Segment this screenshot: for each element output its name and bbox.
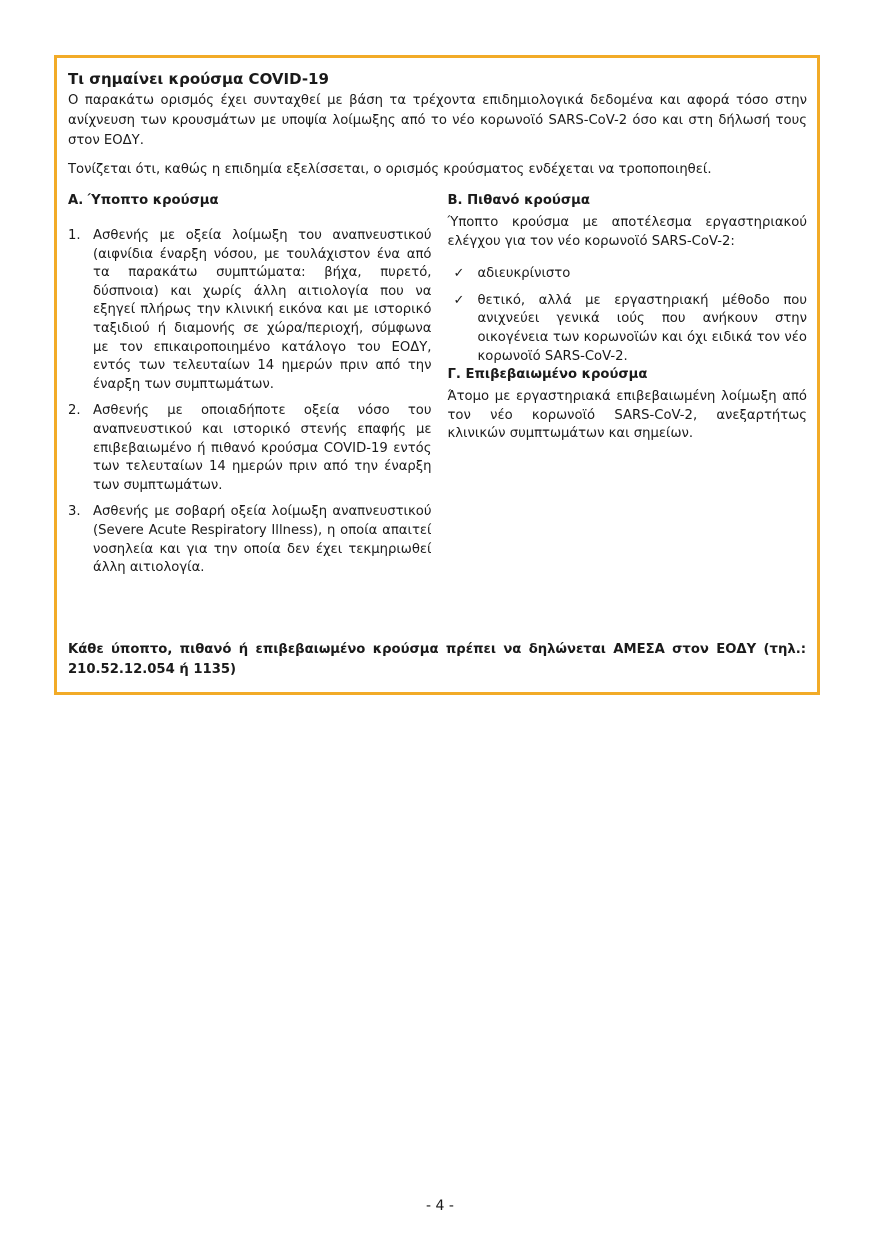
section-probable-heading: Β. Πιθανό κρούσμα xyxy=(447,193,590,208)
note-paragraph: Τονίζεται ότι, καθώς η επιδημία εξελίσσεται, ο ορισμός κρούσματος ενδέχεται να τροποποιηθεί. xyxy=(68,162,712,177)
list-item-text: αδιευκρίνιστο xyxy=(477,266,571,282)
list-item-text: θετικό, αλλά με εργαστηριακή μέθοδο που ανιχνεύει γενικά ιούς που ανήκουν στην οικογένεια των κορωνοϊών και όχι ειδικά τον νέο κορωνοϊό SARS-CoV-2. xyxy=(477,292,807,364)
box-title: Τι σημαίνει κρούσμα COVID-19 xyxy=(68,70,329,88)
section-confirmed-heading: Γ. Επιβεβαιωμένο κρούσμα xyxy=(447,367,648,383)
list-item xyxy=(447,265,807,284)
reporting-note: Κάθε ύποπτο, πιθανό ή επιβεβαιωμένο κρούσμα πρέπει να δηλώνεται ΑΜΕΣΑ στον ΕΟΔΥ (τηλ.: 210.52.12.054 ή 1135) xyxy=(68,642,806,677)
list-item-number: 3. xyxy=(68,504,81,520)
checkmark-icon: ✓ xyxy=(453,292,465,308)
definition-columns xyxy=(68,191,807,586)
list-item xyxy=(68,503,431,577)
section-probable-text: Ύποπτο κρούσμα με αποτέλεσμα εργαστηριακού ελέγχου για τον νέο κορωνοϊό SARS-CoV-2: xyxy=(447,215,807,249)
suspected-case-list xyxy=(68,227,431,578)
covid-case-definition-box xyxy=(54,55,820,695)
list-item xyxy=(447,292,807,366)
section-probable-confirmed xyxy=(447,191,807,586)
section-confirmed-text: Άτομο με εργαστηριακά επιβεβαιωμένη λοίμωξη από τον νέο κορωνοϊό SARS-CoV-2, ανεξαρτήτως κλινικών συμπτωμάτων και σημείων. xyxy=(447,389,807,442)
section-suspected-heading: Α. Ύποπτο κρούσμα xyxy=(68,193,219,208)
list-item-text: Ασθενής με σοβαρή οξεία λοίμωξη αναπνευστικού (Severe Acute Respiratory Illness), η οποία απαιτεί νοσηλεία και για την οποία δεν έχει τεκμηριωθεί άλλη αιτιολογία. xyxy=(93,504,432,576)
checkmark-icon: ✓ xyxy=(453,266,465,282)
intro-paragraph: Ο παρακάτω ορισμός έχει συνταχθεί με βάση τα τρέχοντα επιδημιολογικά δεδομένα και αφορά τόσο στην ανίχνευση των κρουσμάτων με υποψία λοίμωξης από το νέο κορωνοϊό SARS-CoV-2 όσο και στη δήλωσή τους στον ΕΟΔΥ. xyxy=(68,93,807,148)
list-item-text: Ασθενής με οποιαδήποτε οξεία νόσο του αναπνευστικού και ιστορικό στενής επαφής με επιβεβαιωμένο ή πιθανό κρούσμα COVID-19 εντός των τελευταίων 14 ημερών πριν από την έναρξη των συμπτωμάτων. xyxy=(93,403,432,493)
probable-case-list xyxy=(447,265,807,366)
list-item-text: Ασθενής με οξεία λοίμωξη του αναπνευστικού (αιφνίδια έναρξη νόσου, με τουλάχιστον ένα από τα παρακάτω συμπτώματα: βήχα, πυρετό, δύσπνοια) και χωρίς άλλη αιτιολογία που να εξηγεί πλήρως την κλινική εικόνα και με ιστορικό ταξιδιού ή διαμονής σε χώρα/περιοχή, σύμφωνα με τον επικαιροποιημένο κατάλογο του ΕΟΔΥ, εντός των τελευταίων 14 ημερών πριν από την έναρξη των συμπτωμάτων. xyxy=(93,228,432,392)
list-item xyxy=(68,227,431,394)
list-item-number: 1. xyxy=(68,228,81,243)
page-number: - 4 - xyxy=(426,1198,454,1214)
section-suspected xyxy=(68,191,431,586)
list-item-number: 2. xyxy=(68,403,81,419)
list-item xyxy=(68,402,431,495)
